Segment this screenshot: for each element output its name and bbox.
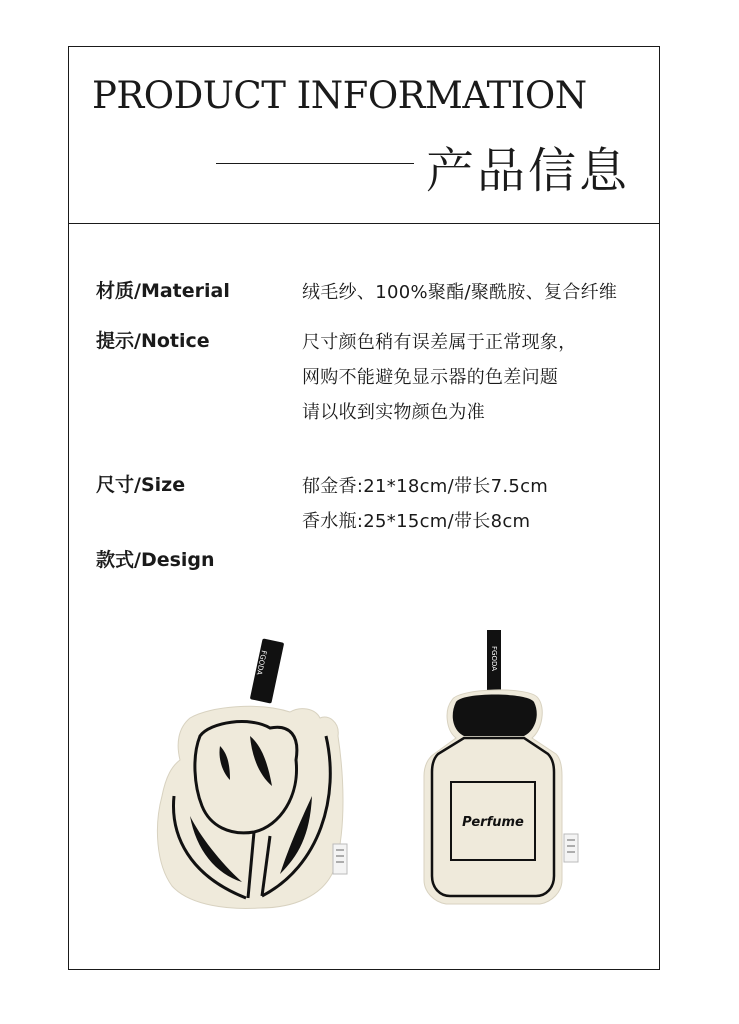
perfume-tag-brand: FGODA [490,646,498,672]
material-value: 绒毛纱、100%聚酯/聚酰胺、复合纤维 [302,282,618,303]
size-line-2: 香水瓶:25*15cm/带长8cm [302,511,531,532]
notice-line-2: 网购不能避免显示器的色差问题 [302,367,559,388]
header-divider [68,223,660,224]
material-label: 材质/Material [96,280,230,302]
page-title-en: PRODUCT INFORMATION [92,74,587,117]
perfume-towel-image [418,626,598,916]
tulip-tag-brand: FGODA [254,649,268,676]
notice-line-1: 尺寸颜色稍有误差属于正常现象， [302,332,577,353]
notice-label: 提示/Notice [96,330,210,352]
perfume-label-text: Perfume [462,815,524,830]
size-line-1: 郁金香:21*18cm/带长7.5cm [302,476,549,497]
size-label: 尺寸/Size [96,474,186,496]
tulip-towel-image [150,636,360,916]
title-rule [216,163,414,164]
design-label: 款式/Design [96,549,215,571]
notice-line-3: 请以收到实物颜色为准 [302,402,485,423]
page-title-cn: 产品信息 [426,143,631,199]
